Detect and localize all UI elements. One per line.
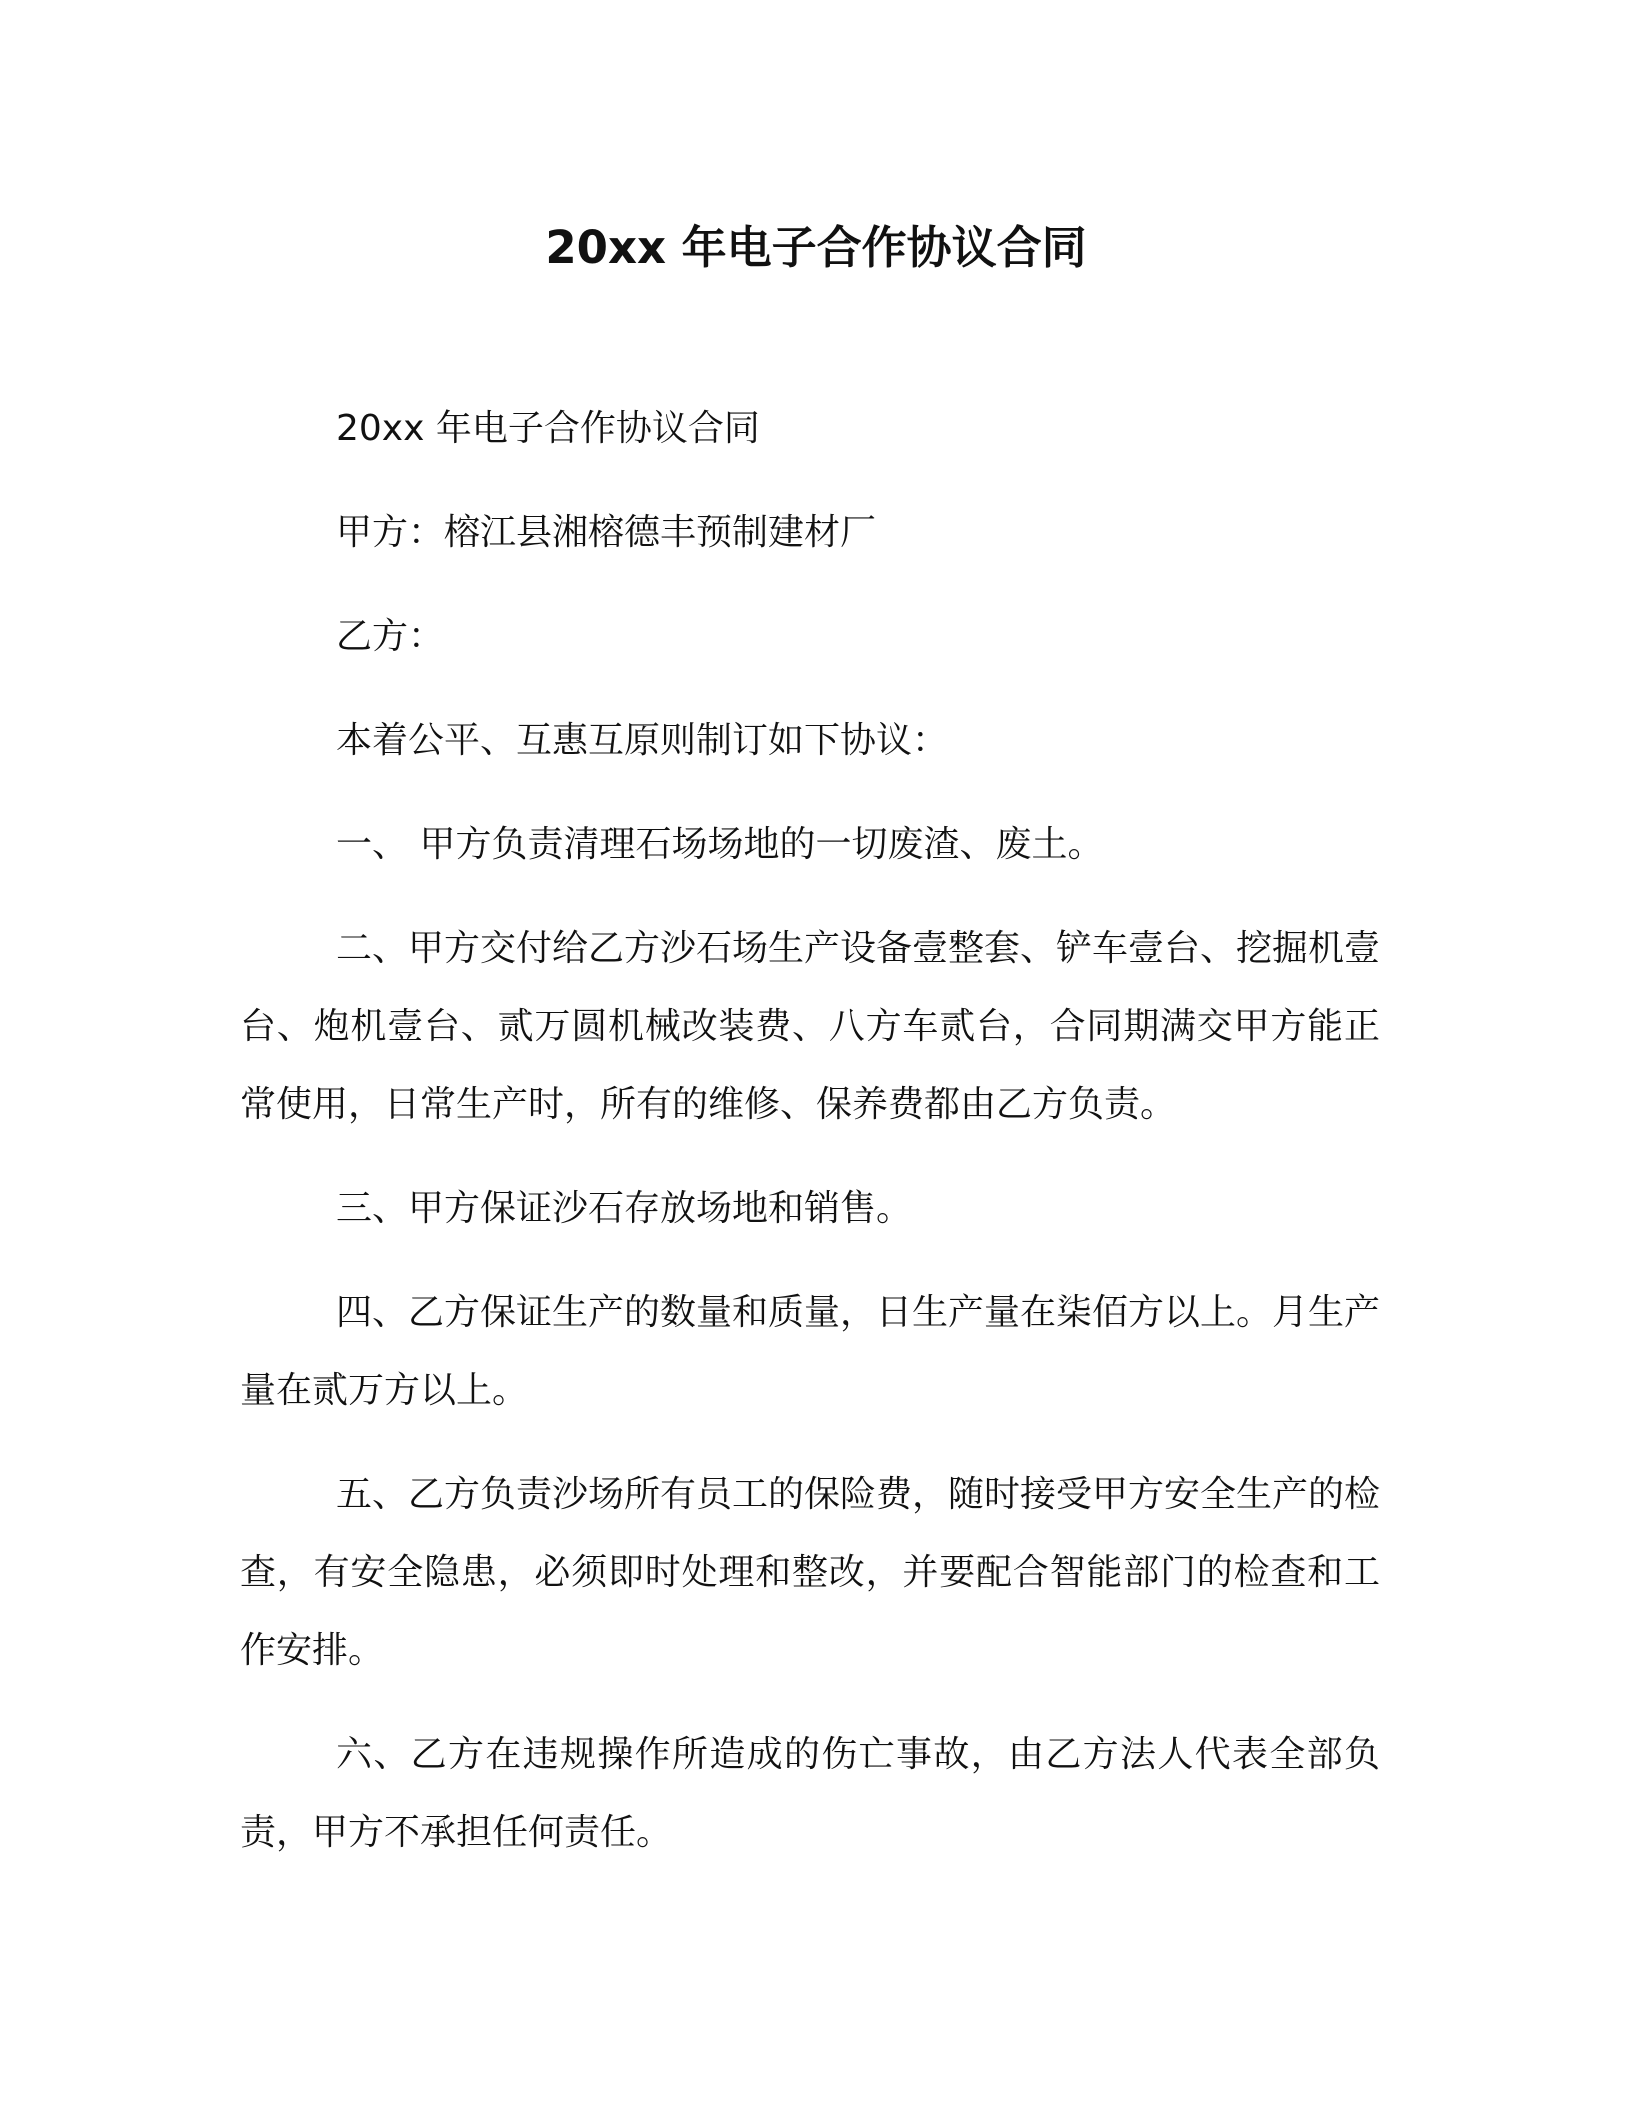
paragraph-clause-2: 二、甲方交付给乙方沙石场生产设备壹整套、铲车壹台、挖掘机壹台、炮机壹台、贰万圆机械改装费、八方车贰台，合同期满交甲方能正常使用，日常生产时，所有的维修、保养费都由乙方负责。	[240, 928, 1381, 1125]
paragraph-preamble: 本着公平、互惠互原则制订如下协议：	[336, 720, 949, 761]
paragraph-clause-6: 六、乙方在违规操作所造成的伤亡事故，由乙方法人代表全部负责，甲方不承担任何责任。	[240, 1734, 1380, 1853]
paragraph-clause-1: 一、 甲方负责清理石场场地的一切废渣、废土。	[336, 824, 1104, 865]
paragraph-party-b: 乙方：	[336, 616, 445, 657]
paragraph-clause-5: 五、乙方负责沙场所有员工的保险费，随时接受甲方安全生产的检查，有安全隐患，必须即时处理和整改，并要配合智能部门的检查和工作安排。	[240, 1474, 1381, 1671]
paragraph-heading: 20xx 年电子合作协议合同	[336, 408, 760, 449]
paragraph-clause-4: 四、乙方保证生产的数量和质量，日生产量在柒佰方以上。月生产量在贰万方以上。	[240, 1292, 1381, 1411]
paragraph-party-a: 甲方：榕江县湘榕德丰预制建材厂	[336, 512, 877, 553]
document-title: 20xx 年电子合作协议合同	[545, 221, 1087, 274]
paragraph-clause-3: 三、甲方保证沙石存放场地和销售。	[336, 1188, 913, 1229]
document-body	[240, 390, 1380, 1898]
